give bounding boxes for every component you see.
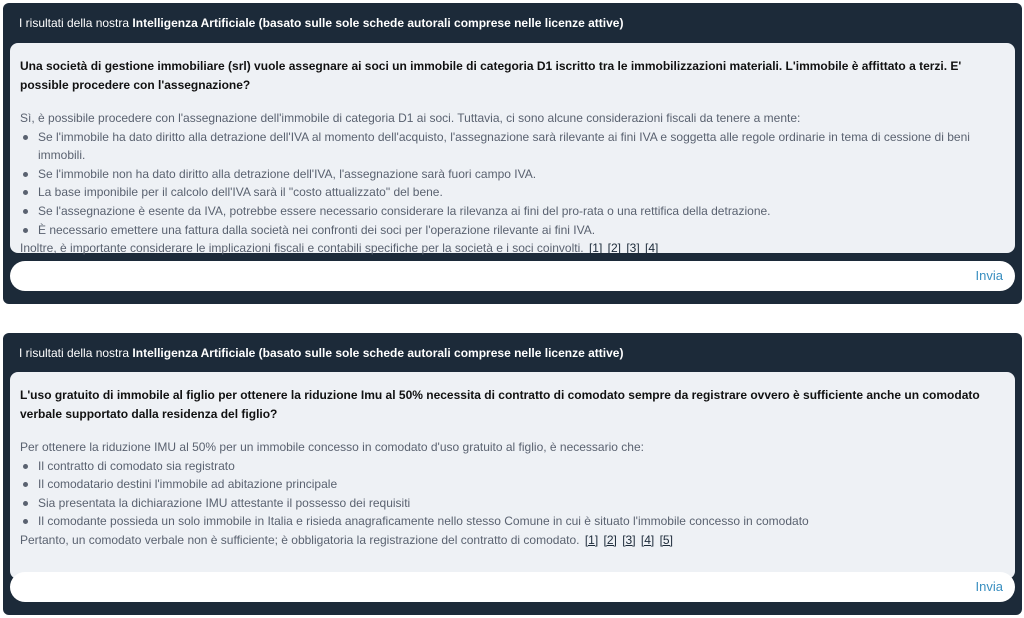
- send-button[interactable]: Invia: [975, 268, 1003, 283]
- answer-intro: Per ottenere la riduzione IMU al 50% per un immobile concesso in comodato d'uso gratuito al figlio, è necessario che:: [20, 440, 644, 454]
- header-bold: Intelligenza Artificiale (basato sulle sole schede autorali comprese nelle licenze attive): [132, 16, 624, 30]
- list-item: È necessario emettere una fattura dalla società nei confronti dei soci per l'operazione rilevante ai fini IVA.: [20, 221, 1003, 240]
- reference-link-2[interactable]: [2]: [607, 241, 621, 256]
- answer-intro: Sì, è possibile procedere con l'assegnazione dell'immobile di categoria D1 ai soci. Tuttavia, ci sono alcune considerazioni fiscali da tenere a mente:: [20, 111, 801, 125]
- answer-conclusion: [20, 531, 1003, 550]
- list-item: Sia presentata la dichiarazione IMU attestante il possesso dei requisiti: [20, 494, 1003, 513]
- ai-result-panel-2: [3, 333, 1022, 615]
- send-button[interactable]: Invia: [975, 579, 1003, 594]
- header-bold: Intelligenza Artificiale (basato sulle sole schede autorali comprese nelle licenze attive): [132, 346, 624, 360]
- reference-link-2[interactable]: [2]: [603, 532, 617, 547]
- list-item: Il contratto di comodato sia registrato: [20, 457, 1003, 476]
- answer-body: [20, 438, 1003, 550]
- list-item: Se l'immobile non ha dato diritto alla detrazione dell'IVA, l'assegnazione sarà fuori campo IVA.: [20, 165, 1003, 184]
- reference-link-1[interactable]: [1]: [588, 241, 603, 256]
- reference-link-3[interactable]: [3]: [622, 532, 636, 547]
- ai-result-panel-1: [3, 3, 1022, 304]
- answer-conclusion: [20, 239, 1003, 258]
- question-input-row: [10, 261, 1015, 291]
- list-item: Se l'assegnazione è esente da IVA, potrebbe essere necessario considerare la rilevanza ai fini del pro-rata o una rettifica della detrazione.: [20, 202, 1003, 221]
- list-item: La base imponibile per il calcolo dell'IVA sarà il "costo attualizzato" del bene.: [20, 183, 1003, 202]
- header-prefix: I risultati della nostra: [19, 346, 130, 360]
- list-item: Il comodatario destini l'immobile ad abitazione principale: [20, 475, 1003, 494]
- question-input[interactable]: [22, 265, 926, 289]
- answer-body: [20, 109, 1003, 258]
- answer-card: [10, 372, 1015, 579]
- reference-link-1[interactable]: [1]: [584, 532, 599, 547]
- answer-card: [10, 43, 1015, 256]
- reference-link-4[interactable]: [4]: [640, 532, 655, 547]
- answer-list: [20, 457, 1003, 531]
- conclusion-text: Pertanto, un comodato verbale non è sufficiente; è obbligatoria la registrazione del contratto di comodato.: [20, 532, 580, 547]
- conclusion-text: Inoltre, è importante considerare le implicazioni fiscali e contabili specifiche per la società e i soci coinvolti.: [20, 241, 584, 256]
- panel-header: [3, 333, 1022, 373]
- reference-link-4[interactable]: [4]: [645, 241, 659, 256]
- reference-link-5[interactable]: [5]: [659, 532, 673, 547]
- reference-link-3[interactable]: [3]: [626, 241, 640, 256]
- answer-list: [20, 128, 1003, 240]
- header-prefix: I risultati della nostra: [19, 16, 130, 30]
- question-text: Una società di gestione immobiliare (srl) vuole assegnare ai soci un immobile di categoria D1 iscritto tra le immobilizzazioni materiali. L'immobile è affittato a terzi. E' possible procedere con l'assegnazione?: [20, 59, 962, 92]
- list-item: Se l'immobile ha dato diritto alla detrazione dell'IVA al momento dell'acquisto, l'assegnazione sarà rilevante ai fini IVA e soggetta alle regole ordinarie in tema di cessione di beni immobili.: [20, 128, 1003, 165]
- question-input-row: [10, 572, 1015, 602]
- question-input[interactable]: [22, 576, 926, 600]
- panel-header: [3, 3, 1022, 43]
- list-item: Il comodante possieda un solo immobile in Italia e risieda anagraficamente nello stesso Comune in cui è situato l'immobile concesso in comodato: [20, 512, 1003, 531]
- question-text: L'uso gratuito di immobile al figlio per ottenere la riduzione Imu al 50% necessita di contratto di comodato sempre da registrare ovvero è sufficiente anche un comodato verbale supportato dalla residenza del figlio?: [20, 388, 980, 421]
